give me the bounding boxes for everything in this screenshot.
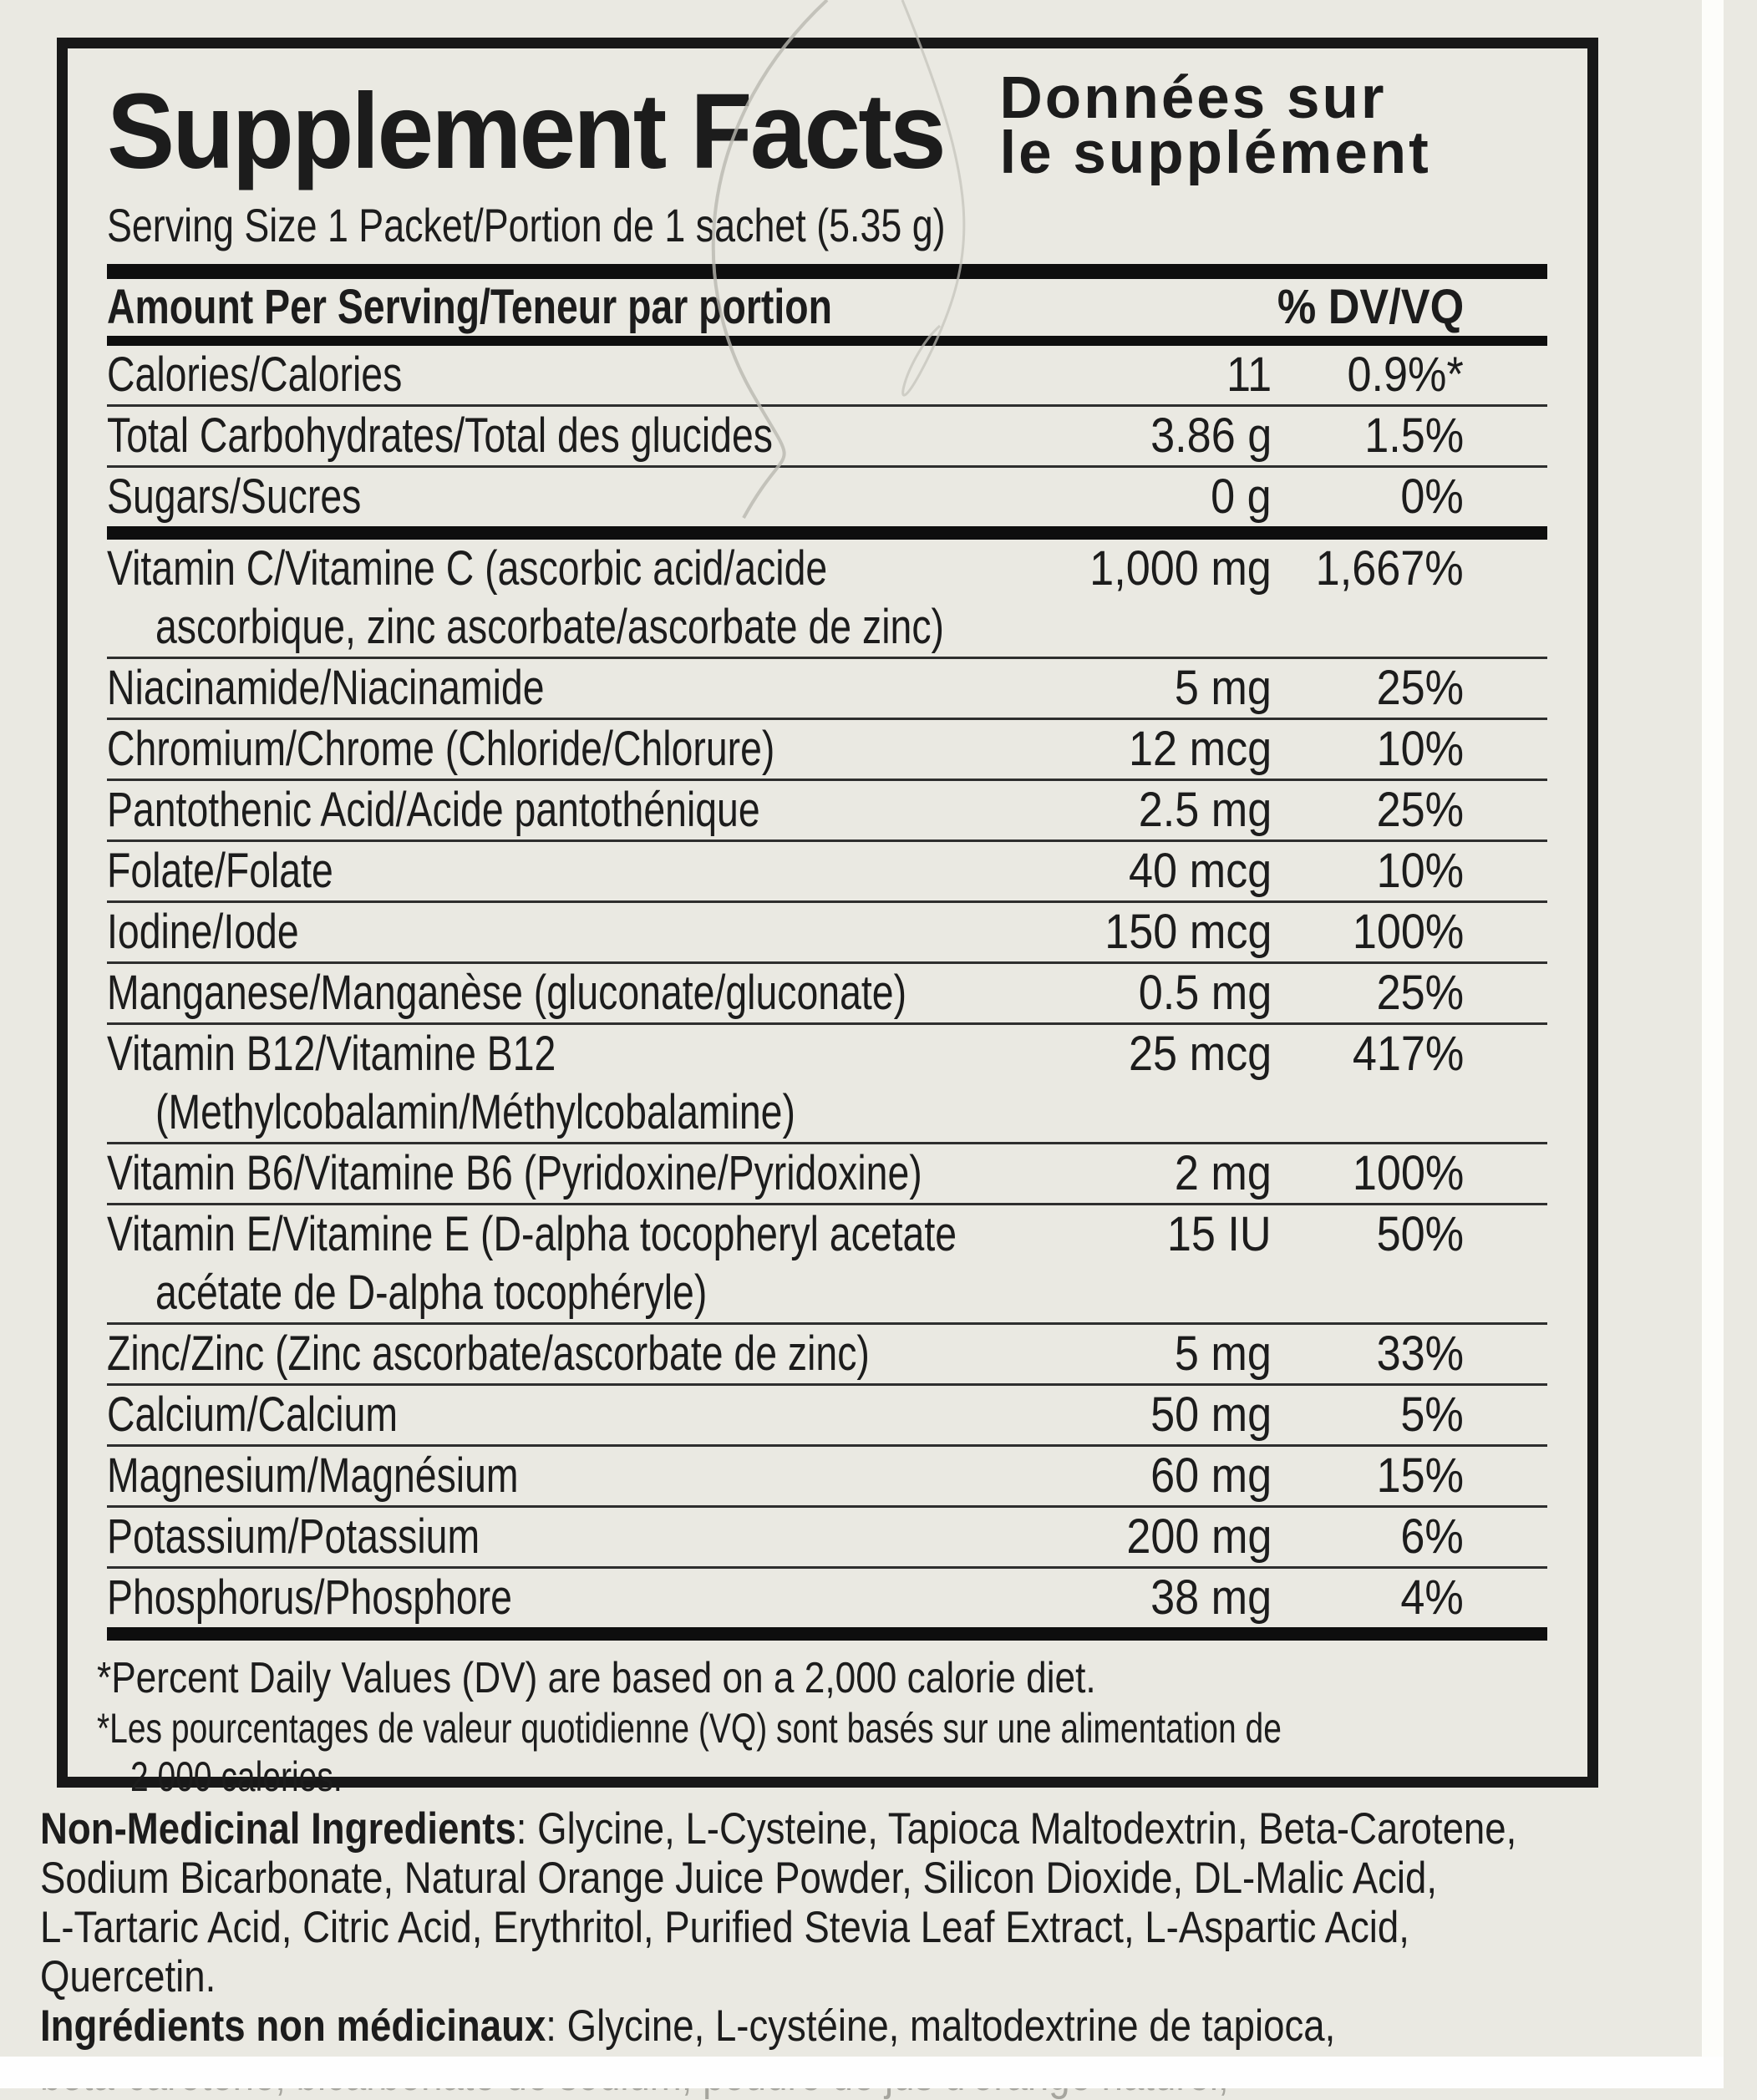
nutrient-amount: 2 mg [1174, 1146, 1272, 1200]
nutrient-amount: 5 mg [1174, 1326, 1272, 1381]
nutrient-daily-value: 33% [1376, 1326, 1464, 1381]
nutrient-row [107, 468, 1547, 540]
nutrient-name: Calcium/Calcium [107, 1387, 399, 1442]
nutrient-row [107, 903, 1547, 964]
nutrient-daily-value: 50% [1376, 1207, 1464, 1261]
title-fr-line1: Données sur [999, 65, 1387, 132]
nutrient-row [107, 659, 1547, 720]
nutrient-row [107, 346, 1547, 407]
non-medicinal-ingredients-line1: Non-Medicinal Ingredients: Glycine, L-Cysteine, Tapioca Maltodextrin, Beta-Carotene, [40, 1804, 1517, 1854]
nutrient-daily-value: 100% [1352, 905, 1464, 959]
nutrient-amount: 0 g [1211, 469, 1272, 524]
nutrient-name: Vitamin E/Vitamine E (D-alpha tocopheryl acetate acétate de D-alpha tocophéryle) [107, 1207, 957, 1320]
nutrient-name: Iodine/Iode [107, 905, 299, 959]
nutrient-row [107, 720, 1547, 781]
nutrient-row [107, 1325, 1547, 1386]
nutrient-name: Vitamin B6/Vitamine B6 (Pyridoxine/Pyridoxine) [107, 1146, 922, 1200]
page-title-french [999, 65, 1431, 186]
nutrient-row [107, 964, 1547, 1025]
nutrient-row [107, 1205, 1547, 1325]
nutrient-name: Chromium/Chrome (Chloride/Chlorure) [107, 722, 775, 776]
nutrient-amount: 0.5 mg [1138, 966, 1272, 1020]
percent-dv-label: % DV/VQ [1277, 280, 1464, 334]
page-title: Supplement Facts [107, 72, 944, 191]
nutrient-name: Potassium/Potassium [107, 1509, 480, 1564]
nutrient-amount: 200 mg [1125, 1509, 1272, 1564]
nutrient-amount: 3.86 g [1150, 408, 1272, 463]
table-header [107, 279, 1547, 336]
divider-medium [107, 336, 1547, 346]
nutrient-daily-value: 25% [1376, 783, 1464, 837]
nutrient-row [107, 781, 1547, 842]
nutrient-daily-value: 10% [1376, 844, 1464, 898]
nutrient-row [107, 407, 1547, 468]
nutrient-amount: 60 mg [1150, 1448, 1272, 1503]
nutrient-name: Magnesium/Magnésium [107, 1448, 519, 1503]
nutrient-amount: 25 mcg [1128, 1027, 1272, 1081]
nutrient-daily-value: 10% [1376, 722, 1464, 776]
nutrient-daily-value: 25% [1376, 966, 1464, 1020]
divider-thick-bottom [107, 1627, 1547, 1641]
nutrient-daily-value: 4% [1400, 1570, 1464, 1625]
nutrient-amount: 38 mg [1150, 1570, 1272, 1625]
nutrient-name: Niacinamide/Niacinamide [107, 661, 545, 715]
nutrient-daily-value: 1,667% [1315, 541, 1464, 596]
nutrient-name: Zinc/Zinc (Zinc ascorbate/ascorbate de zinc) [107, 1326, 870, 1381]
amount-per-serving-label: Amount Per Serving/Teneur par portion [107, 280, 832, 334]
divider-thick [107, 264, 1547, 279]
nutrient-name: Vitamin C/Vitamine C (ascorbic acid/acide ascorbique, zinc ascorbate/ascorbate de zinc) [107, 541, 944, 654]
non-medicinal-ingredients-line2: Sodium Bicarbonate, Natural Orange Juice Powder, Silicon Dioxide, DL-Malic Acid, [40, 1854, 1438, 1903]
non-medicinal-ingredients-line3: L-Tartaric Acid, Citric Acid, Erythritol, Purified Stevia Leaf Extract, L-Aspartic Acid, [40, 1903, 1409, 1952]
nutrient-name: Pantothenic Acid/Acide pantothénique [107, 783, 760, 837]
nutrient-amount: 150 mcg [1104, 905, 1272, 959]
nutrient-daily-value: 15% [1376, 1448, 1464, 1503]
nutrient-row [107, 540, 1547, 659]
nutrient-row [107, 1508, 1547, 1569]
nutrient-row [107, 1447, 1547, 1508]
nutrient-daily-value: 6% [1400, 1509, 1464, 1564]
nutrient-amount: 2.5 mg [1138, 783, 1272, 837]
nutrient-table [107, 346, 1547, 1627]
footnote-fr-line2: 2 000 calories. [130, 1753, 343, 1800]
serving-size: Serving Size 1 Packet/Portion de 1 sachet (5.35 g) [107, 199, 946, 251]
nutrient-daily-value: 0.9%* [1347, 347, 1464, 402]
footnote-en: *Percent Daily Values (DV) are based on a 2,000 calorie diet. [97, 1654, 1096, 1702]
nutrient-amount: 40 mcg [1128, 844, 1272, 898]
nutrient-amount: 15 IU [1167, 1207, 1272, 1261]
title-row [107, 62, 1547, 191]
nutrient-daily-value: 417% [1352, 1027, 1464, 1081]
nutrient-name: Folate/Folate [107, 844, 333, 898]
nutrient-row [107, 1025, 1547, 1144]
scan-margin-bottom [0, 2057, 1724, 2088]
nutrient-daily-value: 0% [1400, 469, 1464, 524]
nutrient-amount: 12 mcg [1128, 722, 1272, 776]
nutrient-daily-value: 5% [1400, 1387, 1464, 1442]
nutrient-row [107, 1144, 1547, 1205]
non-medicinal-ingredients-line4: Quercetin. [40, 1952, 216, 2001]
nutrient-row [107, 1569, 1547, 1627]
nutrient-name: Sugars/Sucres [107, 469, 362, 524]
nutrient-name: Manganese/Manganèse (gluconate/gluconate) [107, 966, 907, 1020]
scan-margin-right [1702, 0, 1724, 2088]
nutrient-daily-value: 100% [1352, 1146, 1464, 1200]
nutrient-daily-value: 25% [1376, 661, 1464, 715]
nutrient-name: Total Carbohydrates/Total des glucides [107, 408, 773, 463]
supplement-facts-panel [57, 38, 1598, 1800]
title-fr-line2: le supplément [999, 119, 1431, 186]
nutrient-row [107, 1386, 1547, 1447]
nutrient-row [107, 842, 1547, 903]
nutrient-name: Calories/Calories [107, 347, 403, 402]
nutrient-name: Vitamin B12/Vitamine B12 (Methylcobalamin/Méthylcobalamine) [107, 1027, 795, 1139]
nutrient-daily-value: 1.5% [1364, 408, 1464, 463]
nutrient-name: Phosphorus/Phosphore [107, 1570, 512, 1625]
ingredients-fr-line: Ingrédients non médicinaux: Glycine, L-cystéine, maltodextrine de tapioca, [40, 2001, 1336, 2051]
footnote-fr-line1: *Les pourcentages de valeur quotidienne (VQ) sont basés sur une alimentation de [97, 1705, 1282, 1752]
nutrient-amount: 50 mg [1150, 1387, 1272, 1442]
nutrient-amount: 11 [1226, 347, 1272, 402]
footnotes [97, 1652, 1547, 1801]
nutrient-amount: 1,000 mg [1089, 541, 1272, 596]
ingredients-section [40, 1804, 1719, 2057]
nutrient-amount: 5 mg [1174, 661, 1272, 715]
